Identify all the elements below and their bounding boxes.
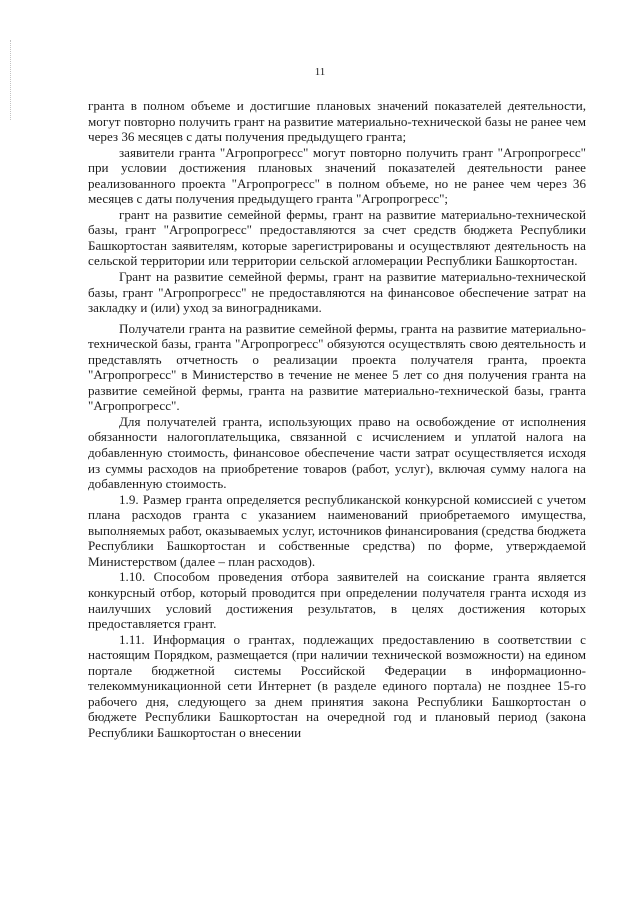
paragraph-1-10: 1.10. Способом проведения отбора заявителей на соискание гранта является конкурсный отбор, который проводится при определении получателя гранта исходя из наилучших условий достижения результатов, в целях достижения которых предоставляется грант. xyxy=(88,569,586,632)
page-number: 11 xyxy=(314,66,326,78)
paragraph-agroprogress-repeat: заявители гранта "Агропрогресс" могут повторно получить грант "Агропрогресс" при условии достижения плановых значений показателей деятельности ранее реализованного проекта "Агропрогресс" в полном объеме, но не ранее чем через 36 месяцев с даты получения предыдущего гранта "Агропрогресс"; xyxy=(88,144,586,207)
paragraph-1-11: 1.11. Информация о грантах, подлежащих предоставлению в соответствии с настоящим Порядком, размещается (при наличии технической возможности) на едином портале бюджетной системы Российской Федерации в информационно-телекоммуникационной сети Интернет (в разделе единого портала) не позднее 15-го рабочего дня, следующего за днем принятия закона Республики Башкортостан о бюджете Республики Башкортостан на очередной год и плановый период (закона Республики Башкортостан о внесении xyxy=(88,631,586,740)
binding-marks xyxy=(10,40,14,120)
paragraph-continuation: гранта в полном объеме и достигшие плановых значений показателей деятельности, могут повторно получить грант на развитие материально-технической базы не ранее чем через 36 месяцев с даты получения предыдущего гранта; xyxy=(88,98,586,145)
paragraph-recipients-obligations: Получатели гранта на развитие семейной фермы, гранта на развитие материально-технической базы, гранта "Агропрогресс" обязуются осуществлять свою деятельность и представлять отчетность о реализации проекта получателя гранта, проекта "Агропрогресс" в Министерство в течение не менее 5 лет со дня получения гранта на развитие семейной фермы, гранта на развитие материально-технической базы, гранта "Агропрогресс". xyxy=(88,320,586,414)
paragraph-vat: Для получателей гранта, использующих право на освобождение от исполнения обязанности налогоплательщика, связанной с исчислением и уплатой налога на добавленную стоимость, финансовое обеспечение части затрат осуществляется исходя из суммы расходов на приобретение товаров (работ, услуг), включая сумму налога на добавленную стоимость. xyxy=(88,413,586,492)
document-body xyxy=(88,98,586,740)
paragraph-grant-funding: грант на развитие семейной фермы, грант на развитие материально-технической базы, грант "Агропрогресс" предоставляются за счет средств бюджета Республики Башкортостан заявителям, которые зарегистрированы и осуществляют деятельность на сельской территории или территории сельской агломерации Республики Башкортостан. xyxy=(88,206,586,269)
paragraph-vineyards: Грант на развитие семейной фермы, грант на развитие материально-технической базы, грант "Агропрогресс" не предоставляются на финансовое обеспечение затрат на закладку и (или) уход за виноградниками. xyxy=(88,269,586,316)
paragraph-1-9: 1.9. Размер гранта определяется республиканской конкурсной комиссией с учетом плана расходов гранта с указанием наименований приобретаемого имущества, выполняемых работ, оказываемых услуг, источников финансирования (средства бюджета Республики Башкортостан и собственные средства) по форме, утверждаемой Министерством (далее – план расходов). xyxy=(88,491,586,569)
